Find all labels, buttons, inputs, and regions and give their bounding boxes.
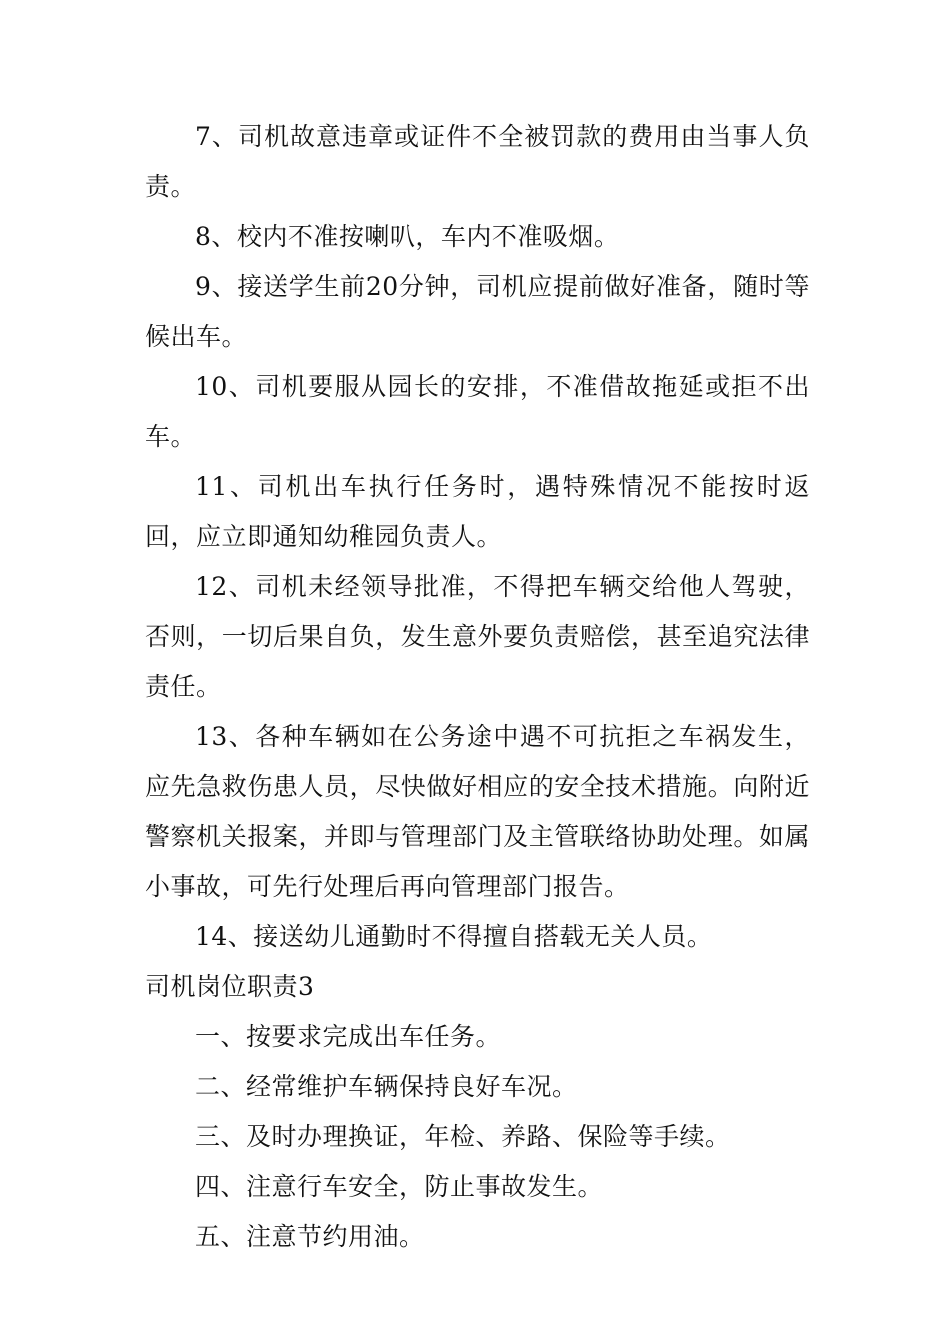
paragraph-duty-2: 二、经常维护车辆保持良好车况。 xyxy=(195,1072,578,1101)
document-body xyxy=(145,112,810,1262)
paragraph-rule-14: 14、接送幼儿通勤时不得擅自搭载无关人员。 xyxy=(195,922,713,951)
paragraph-rule-13: 13、各种车辆如在公务途中遇不可抗拒之车祸发生，应先急救伤患人员，尽快做好相应的安全技术措施。向附近警察机关报案，并即与管理部门及主管联络协助处理。如属小事故，可先行处理后再向管理部门报告。 xyxy=(145,722,810,901)
section-heading: 司机岗位职责3 xyxy=(145,972,315,1001)
paragraph-duty-3: 三、及时办理换证，年检、养路、保险等手续。 xyxy=(195,1122,731,1151)
paragraph-rule-12: 12、司机未经领导批准，不得把车辆交给他人驾驶，否则，一切后果自负，发生意外要负责赔偿，甚至追究法律责任。 xyxy=(145,572,810,701)
paragraph-rule-9: 9、接送学生前20分钟，司机应提前做好准备，随时等候出车。 xyxy=(145,272,810,351)
paragraph-duty-4: 四、注意行车安全，防止事故发生。 xyxy=(195,1172,604,1201)
paragraph-rule-10: 10、司机要服从园长的安排，不准借故拖延或拒不出车。 xyxy=(145,372,810,451)
paragraph-duty-1: 一、按要求完成出车任务。 xyxy=(195,1022,502,1051)
paragraph-rule-8: 8、校内不准按喇叭，车内不准吸烟。 xyxy=(195,222,620,251)
paragraph-rule-7: 7、司机故意违章或证件不全被罚款的费用由当事人负责。 xyxy=(145,122,810,201)
paragraph-duty-5: 五、注意节约用油。 xyxy=(195,1222,425,1251)
paragraph-rule-11: 11、司机出车执行任务时，遇特殊情况不能按时返回，应立即通知幼稚园负责人。 xyxy=(145,472,810,551)
